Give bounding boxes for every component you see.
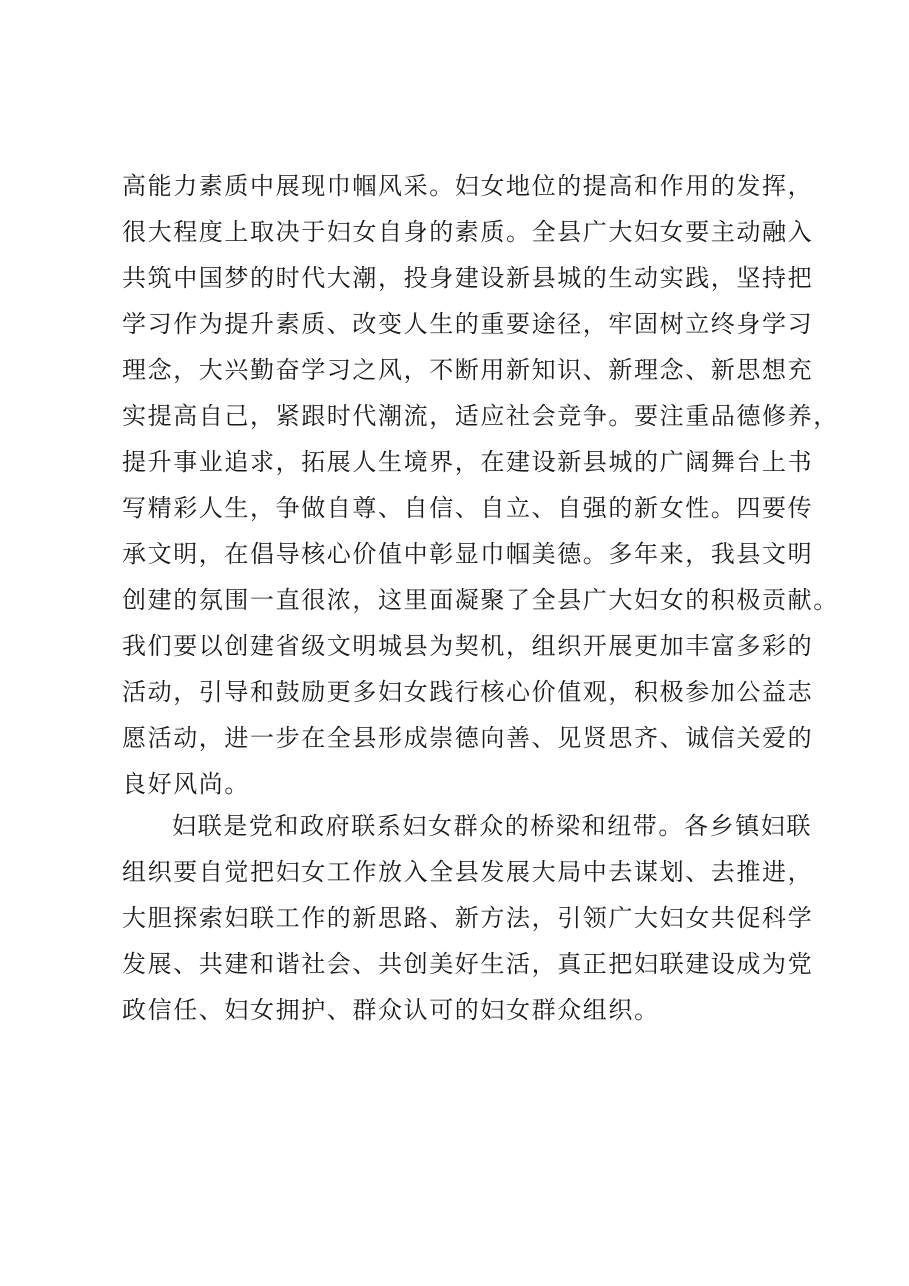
paragraph-line: 良好风尚。: [122, 770, 250, 798]
paragraph-line: 我们要以创建省级文明城县为契机，组织开展更加丰富多彩的: [122, 632, 814, 660]
paragraph-line: 承文明，在倡导核心价值中彰显巾帼美德。多年来，我县文明: [122, 540, 814, 568]
paragraph-line: 活动，引导和鼓励更多妇女践行核心价值观，积极参加公益志: [122, 678, 814, 706]
paragraph-line: 理念，大兴勤奋学习之风，不断用新知识、新理念、新思想充: [122, 356, 814, 384]
paragraph-line: 写精彩人生，争做自尊、自信、自立、自强的新女性。四要传: [122, 494, 814, 522]
paragraph-line: 发展、共建和谐社会、共创美好生活，真正把妇联建设成为党: [122, 950, 814, 978]
paragraph-line: 创建的氛围一直很浓，这里面凝聚了全县广大妇女的积极贡献。: [122, 586, 839, 614]
paragraph-line: 学习作为提升素质、改变人生的重要途径，牢固树立终身学习: [122, 310, 814, 338]
paragraph-line: 政信任、妇女拥护、群众认可的妇女群众组织。: [122, 996, 660, 1024]
paragraph-2: [122, 803, 814, 1033]
paragraph-line: 愿活动，进一步在全县形成崇德向善、见贤思齐、诚信关爱的: [122, 724, 814, 752]
paragraph-line: 提升事业追求，拓展人生境界，在建设新县城的广阔舞台上书: [122, 448, 814, 476]
paragraph-line: 高能力素质中展现巾帼风采。妇女地位的提高和作用的发挥，: [122, 172, 814, 200]
paragraph-line: 共筑中国梦的时代大潮，投身建设新县城的生动实践，坚持把: [122, 264, 814, 292]
paragraph-first-line: 妇联是党和政府联系妇女群众的桥梁和纽带。各乡镇妇联: [172, 812, 812, 840]
paragraph-line: 很大程度上取决于妇女自身的素质。全县广大妇女要主动融入: [122, 218, 814, 246]
paragraph-line: 组织要自觉把妇女工作放入全县发展大局中去谋划、去推进，: [122, 858, 814, 886]
paragraph-1: [122, 163, 839, 807]
paragraph-line: 实提高自己，紧跟时代潮流，适应社会竞争。要注重品德修养，: [122, 402, 839, 430]
paragraph-line: 大胆探索妇联工作的新思路、新方法，引领广大妇女共促科学: [122, 904, 814, 932]
